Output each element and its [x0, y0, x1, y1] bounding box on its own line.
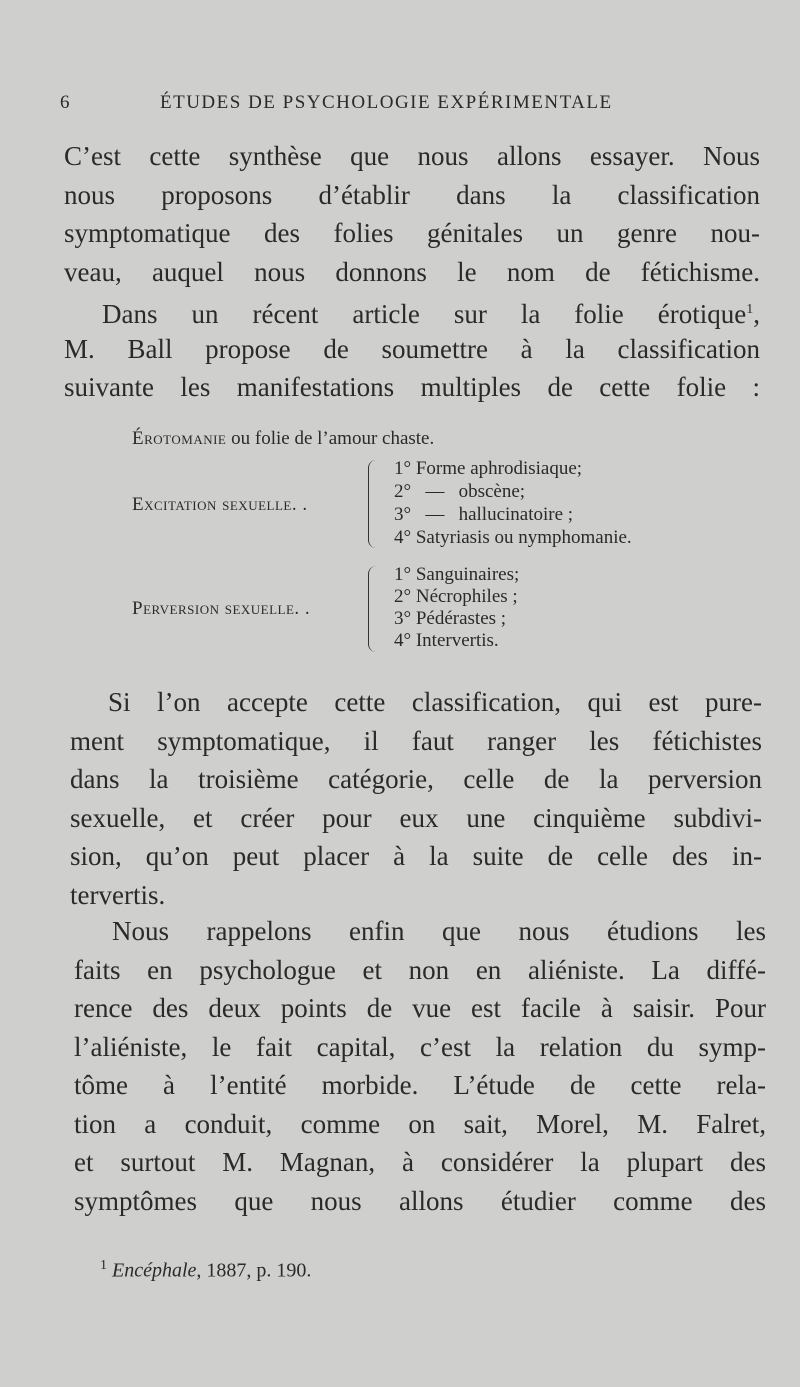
text-line: Nous rappelons enfin que nous étudions les — [112, 916, 766, 946]
perversion-item: 4° Intervertis. — [394, 630, 499, 651]
paragraph-3 — [70, 683, 762, 914]
text-line: sion, qu’on peut placer à la suite de celle des in- — [70, 841, 762, 871]
text-line: suivante les manifestations multiples de cette folie : — [64, 372, 760, 402]
text-line: Si l’on accepte cette classification, qui est pure- — [108, 687, 762, 717]
text-line: rence des deux points de vue est facile à saisir. Pour — [74, 993, 766, 1023]
footnote-ref: 1 — [746, 302, 754, 317]
running-title: ÉTUDES DE PSYCHOLOGIE EXPÉRIMENTALE — [160, 92, 613, 113]
perversion-item: 3° Pédérastes ; — [394, 608, 507, 629]
text-line: tervertis. — [70, 879, 166, 910]
brace — [368, 460, 383, 548]
erotomanie-label: Érotomanie — [132, 428, 227, 449]
excitation-item: 3° — hallucinatoire ; — [394, 504, 574, 525]
text-line: tion a conduit, comme on sait, Morel, M. Falret, — [74, 1108, 766, 1139]
text-line: sexuelle, et créer pour eux une cinquième subdivi- — [70, 802, 762, 833]
erotomanie-line — [132, 428, 434, 450]
text-line: symptomatique des folies génitales un genre nou- — [64, 218, 760, 248]
footnote-citation: , 1887, p. 190. — [196, 1259, 312, 1282]
text-line: Dans un récent article sur la folie érotique$^1$, — [102, 299, 760, 329]
footnote-marker: 1 — [100, 1258, 107, 1273]
paragraph-4 — [74, 912, 766, 1220]
text-line: ment symptomatique, il faut ranger les fétichistes — [70, 725, 762, 756]
classification-table — [132, 428, 752, 668]
excitation-item: 1° Forme aphrodisiaque; — [394, 458, 583, 479]
page-number: 6 — [60, 92, 71, 113]
running-header — [60, 92, 700, 122]
excitation-group — [132, 458, 752, 553]
footnote — [100, 1258, 311, 1283]
text-line: l’aliéniste, le fait capital, c’est la relation du symp- — [74, 1031, 766, 1062]
perversion-item: 2° Nécrophiles ; — [394, 586, 518, 607]
text-line: nous proposons d’établir dans la classification — [64, 179, 760, 210]
perversion-label: Perversion sexuelle. . — [132, 598, 311, 619]
text-line: veau, auquel nous donnons le nom de fétichisme. — [64, 256, 760, 287]
excitation-label: Excitation sexuelle. . — [132, 494, 308, 515]
text-line: et surtout M. Magnan, à considérer la plupart des — [74, 1147, 766, 1177]
perversion-group — [132, 564, 752, 659]
erotomanie-description: ou folie de l’amour chaste. — [231, 428, 435, 449]
brace — [368, 566, 383, 652]
excitation-item: 2° — obscène; — [394, 481, 526, 502]
text-line: faits en psychologue et non en aliéniste. La diffé- — [74, 954, 766, 985]
excitation-item: 4° Satyriasis ou nymphomanie. — [394, 527, 632, 548]
paragraph-2 — [64, 291, 760, 407]
text-line: symptômes que nous allons étudier comme des — [74, 1185, 766, 1216]
text-line: tôme à l’entité morbide. L’étude de cette rela- — [74, 1070, 766, 1100]
footnote-journal: Encéphale — [112, 1259, 197, 1282]
text-line: M. Ball propose de soumettre à la classification — [64, 333, 760, 364]
text-line: dans la troisième catégorie, celle de la perversion — [70, 764, 762, 794]
paragraph-1 — [64, 137, 760, 291]
perversion-item: 1° Sanguinaires; — [394, 564, 520, 585]
text-line: C’est cette synthèse que nous allons essayer. Nous — [64, 141, 760, 171]
